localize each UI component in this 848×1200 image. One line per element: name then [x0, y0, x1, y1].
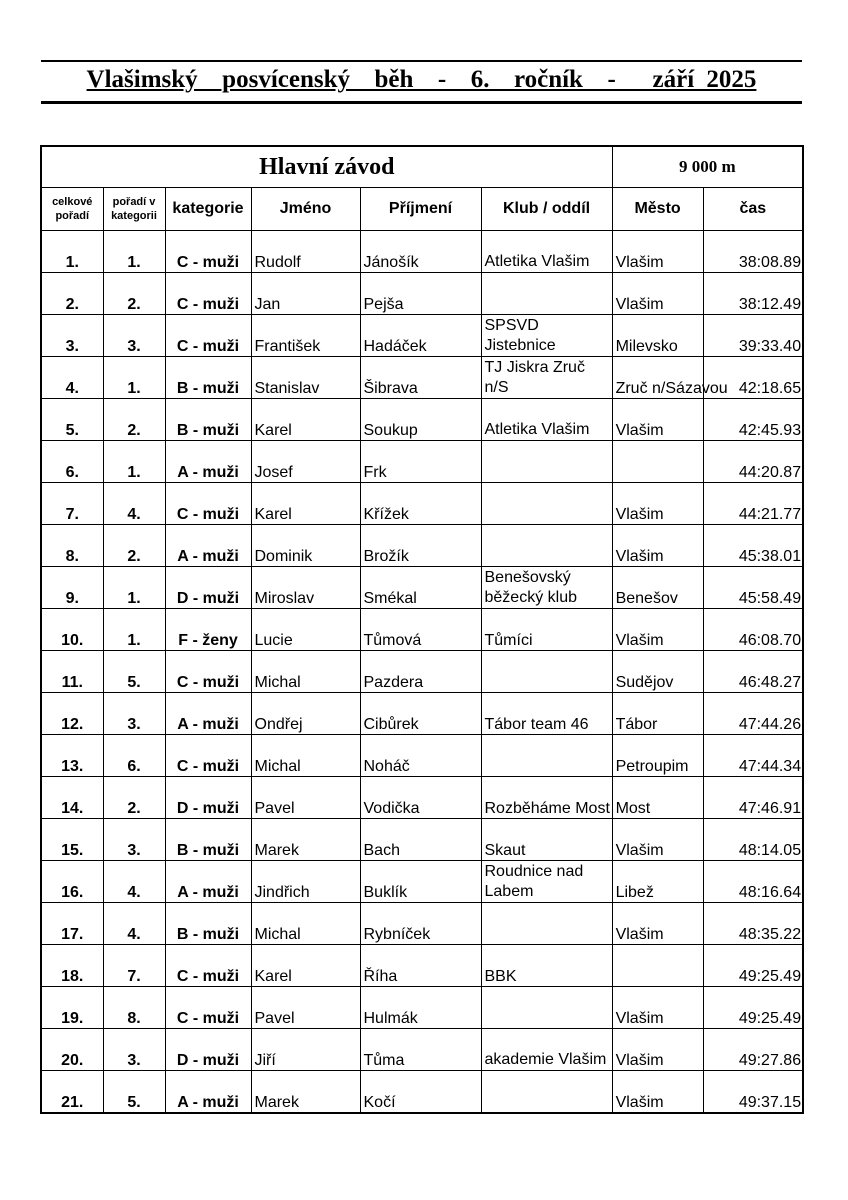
city-cell: Petroupim	[612, 735, 703, 777]
header-time: čas	[703, 188, 803, 231]
last-name-cell: Hadáček	[360, 315, 481, 357]
first-name-cell: Michal	[251, 651, 360, 693]
category-rank-cell: 5.	[103, 1071, 165, 1114]
category-rank-cell: 1.	[103, 441, 165, 483]
club-cell	[481, 273, 612, 315]
category-rank-cell: 7.	[103, 945, 165, 987]
header-category-rank: pořadí v kategorii	[103, 188, 165, 231]
overall-cell: 11.	[41, 651, 103, 693]
club-cell: Skaut	[481, 819, 612, 861]
category-rank-cell: 8.	[103, 987, 165, 1029]
first-name-cell: Jindřich	[251, 861, 360, 903]
time-cell: 49:25.49	[703, 987, 803, 1029]
header-category: kategorie	[165, 188, 251, 231]
table-row	[41, 483, 803, 525]
category-rank-cell: 4.	[103, 861, 165, 903]
table-row	[41, 357, 803, 399]
table-row	[41, 1029, 803, 1071]
header-club: Klub / oddíl	[481, 188, 612, 231]
overall-cell: 20.	[41, 1029, 103, 1071]
category-cell: A - muži	[165, 525, 251, 567]
page-title: Vlašimský posvícenský běh - 6. ročník - září 2025	[86, 66, 757, 93]
last-name-cell: Jánošík	[360, 231, 481, 273]
time-cell: 47:46.91	[703, 777, 803, 819]
overall-cell: 9.	[41, 567, 103, 609]
last-name-cell: Křížek	[360, 483, 481, 525]
city-cell: Tábor	[612, 693, 703, 735]
time-cell: 47:44.34	[703, 735, 803, 777]
category-cell: B - muži	[165, 819, 251, 861]
category-rank-cell: 1.	[103, 357, 165, 399]
header-overall: celkové pořadí	[41, 188, 103, 231]
last-name-cell: Pejša	[360, 273, 481, 315]
category-rank-cell: 2.	[103, 273, 165, 315]
category-rank-cell: 3.	[103, 819, 165, 861]
table-row	[41, 1071, 803, 1114]
first-name-cell: Michal	[251, 735, 360, 777]
last-name-cell: Frk	[360, 441, 481, 483]
table-row	[41, 651, 803, 693]
city-cell: Vlašim	[612, 483, 703, 525]
overall-cell: 8.	[41, 525, 103, 567]
category-rank-cell: 1.	[103, 609, 165, 651]
last-name-cell: Říha	[360, 945, 481, 987]
time-cell: 44:20.87	[703, 441, 803, 483]
category-rank-cell: 6.	[103, 735, 165, 777]
overall-cell: 19.	[41, 987, 103, 1029]
first-name-cell: Dominik	[251, 525, 360, 567]
first-name-cell: Ondřej	[251, 693, 360, 735]
first-name-cell: Pavel	[251, 987, 360, 1029]
city-cell: Benešov	[612, 567, 703, 609]
city-cell: Most	[612, 777, 703, 819]
overall-cell: 1.	[41, 231, 103, 273]
city-cell: Sudějov	[612, 651, 703, 693]
bottom-rule	[41, 101, 802, 104]
time-cell: 49:25.49	[703, 945, 803, 987]
club-cell: Rozběháme Most	[481, 777, 612, 819]
category-cell: C - muži	[165, 273, 251, 315]
last-name-cell: Tůma	[360, 1029, 481, 1071]
table-row	[41, 861, 803, 903]
first-name-cell: Jiří	[251, 1029, 360, 1071]
first-name-cell: Jan	[251, 273, 360, 315]
club-cell: Atletika Vlašim	[481, 399, 612, 441]
last-name-cell: Soukup	[360, 399, 481, 441]
table-row	[41, 399, 803, 441]
time-cell: 49:37.15	[703, 1071, 803, 1114]
overall-cell: 17.	[41, 903, 103, 945]
first-name-cell: Rudolf	[251, 231, 360, 273]
category-cell: C - muži	[165, 987, 251, 1029]
race-distance: 9 000 m	[612, 146, 803, 188]
table-row	[41, 609, 803, 651]
table-row	[41, 987, 803, 1029]
first-name-cell: František	[251, 315, 360, 357]
city-cell: Zruč n/Sázavou	[612, 357, 703, 399]
club-cell: TJ Jiskra Zruč n/S	[481, 357, 612, 399]
category-cell: D - muži	[165, 567, 251, 609]
club-cell	[481, 651, 612, 693]
table-row	[41, 441, 803, 483]
overall-cell: 2.	[41, 273, 103, 315]
category-cell: C - muži	[165, 735, 251, 777]
city-cell: Vlašim	[612, 819, 703, 861]
table-row	[41, 273, 803, 315]
first-name-cell: Josef	[251, 441, 360, 483]
category-cell: B - muži	[165, 903, 251, 945]
time-cell: 48:14.05	[703, 819, 803, 861]
table-row	[41, 777, 803, 819]
overall-cell: 14.	[41, 777, 103, 819]
category-cell: C - muži	[165, 945, 251, 987]
category-cell: A - muži	[165, 861, 251, 903]
last-name-cell: Hulmák	[360, 987, 481, 1029]
club-cell	[481, 903, 612, 945]
overall-cell: 5.	[41, 399, 103, 441]
category-rank-cell: 4.	[103, 483, 165, 525]
table-row	[41, 819, 803, 861]
club-cell	[481, 1071, 612, 1114]
last-name-cell: Cibůrek	[360, 693, 481, 735]
category-cell: B - muži	[165, 399, 251, 441]
category-cell: A - muži	[165, 1071, 251, 1114]
table-row	[41, 735, 803, 777]
time-cell: 49:27.86	[703, 1029, 803, 1071]
club-cell: Atletika Vlašim	[481, 231, 612, 273]
category-rank-cell: 5.	[103, 651, 165, 693]
category-rank-cell: 1.	[103, 567, 165, 609]
club-cell: SPSVD Jistebnice	[481, 315, 612, 357]
club-cell: Roudnice nad Labem	[481, 861, 612, 903]
time-cell: 45:58.49	[703, 567, 803, 609]
city-cell: Vlašim	[612, 399, 703, 441]
header-last-name: Příjmení	[360, 188, 481, 231]
city-cell: Vlašim	[612, 1071, 703, 1114]
city-cell	[612, 441, 703, 483]
city-cell: Vlašim	[612, 987, 703, 1029]
city-cell: Vlašim	[612, 273, 703, 315]
last-name-cell: Noháč	[360, 735, 481, 777]
city-cell: Vlašim	[612, 1029, 703, 1071]
column-header-row	[41, 188, 803, 231]
club-cell	[481, 441, 612, 483]
first-name-cell: Karel	[251, 483, 360, 525]
club-cell: akademie Vlašim	[481, 1029, 612, 1071]
table-row	[41, 525, 803, 567]
overall-cell: 10.	[41, 609, 103, 651]
club-cell	[481, 735, 612, 777]
first-name-cell: Karel	[251, 399, 360, 441]
club-cell: Tábor team 46	[481, 693, 612, 735]
overall-cell: 15.	[41, 819, 103, 861]
last-name-cell: Šibrava	[360, 357, 481, 399]
club-cell	[481, 483, 612, 525]
category-cell: D - muži	[165, 1029, 251, 1071]
category-rank-cell: 3.	[103, 693, 165, 735]
top-rule	[41, 60, 802, 62]
category-cell: C - muži	[165, 483, 251, 525]
category-rank-cell: 3.	[103, 1029, 165, 1071]
club-cell: BBK	[481, 945, 612, 987]
overall-cell: 7.	[41, 483, 103, 525]
header-city: Město	[612, 188, 703, 231]
first-name-cell: Miroslav	[251, 567, 360, 609]
overall-cell: 18.	[41, 945, 103, 987]
table-row	[41, 693, 803, 735]
time-cell: 45:38.01	[703, 525, 803, 567]
last-name-cell: Buklík	[360, 861, 481, 903]
club-cell: Tůmíci	[481, 609, 612, 651]
last-name-cell: Pazdera	[360, 651, 481, 693]
table-row	[41, 945, 803, 987]
city-cell: Milevsko	[612, 315, 703, 357]
table-row	[41, 903, 803, 945]
time-cell: 47:44.26	[703, 693, 803, 735]
first-name-cell: Pavel	[251, 777, 360, 819]
category-cell: C - muži	[165, 651, 251, 693]
club-cell	[481, 525, 612, 567]
category-rank-cell: 2.	[103, 525, 165, 567]
overall-cell: 21.	[41, 1071, 103, 1114]
header-first-name: Jméno	[251, 188, 360, 231]
overall-cell: 6.	[41, 441, 103, 483]
category-rank-cell: 4.	[103, 903, 165, 945]
time-cell: 42:45.93	[703, 399, 803, 441]
first-name-cell: Marek	[251, 819, 360, 861]
race-name: Hlavní závod	[41, 146, 612, 188]
first-name-cell: Lucie	[251, 609, 360, 651]
overall-cell: 4.	[41, 357, 103, 399]
city-cell: Vlašim	[612, 609, 703, 651]
category-rank-cell: 2.	[103, 399, 165, 441]
table-row	[41, 315, 803, 357]
time-cell: 48:35.22	[703, 903, 803, 945]
city-cell: Libež	[612, 861, 703, 903]
last-name-cell: Smékal	[360, 567, 481, 609]
last-name-cell: Brožík	[360, 525, 481, 567]
first-name-cell: Marek	[251, 1071, 360, 1114]
category-rank-cell: 1.	[103, 231, 165, 273]
last-name-cell: Tůmová	[360, 609, 481, 651]
city-cell: Vlašim	[612, 231, 703, 273]
last-name-cell: Vodička	[360, 777, 481, 819]
category-cell: A - muži	[165, 693, 251, 735]
last-name-cell: Rybníček	[360, 903, 481, 945]
overall-cell: 3.	[41, 315, 103, 357]
time-cell: 46:08.70	[703, 609, 803, 651]
category-cell: C - muži	[165, 315, 251, 357]
table-row	[41, 567, 803, 609]
first-name-cell: Stanislav	[251, 357, 360, 399]
last-name-cell: Kočí	[360, 1071, 481, 1114]
time-cell: 38:08.89	[703, 231, 803, 273]
club-cell	[481, 987, 612, 1029]
results-table	[40, 145, 804, 1114]
club-cell: Benešovský běžecký klub	[481, 567, 612, 609]
first-name-cell: Karel	[251, 945, 360, 987]
city-cell	[612, 945, 703, 987]
overall-cell: 16.	[41, 861, 103, 903]
time-cell: 39:33.40	[703, 315, 803, 357]
overall-cell: 12.	[41, 693, 103, 735]
category-cell: F - ženy	[165, 609, 251, 651]
category-rank-cell: 3.	[103, 315, 165, 357]
race-header-row	[41, 146, 803, 188]
time-cell: 46:48.27	[703, 651, 803, 693]
overall-cell: 13.	[41, 735, 103, 777]
category-cell: A - muži	[165, 441, 251, 483]
category-rank-cell: 2.	[103, 777, 165, 819]
city-cell: Vlašim	[612, 903, 703, 945]
first-name-cell: Michal	[251, 903, 360, 945]
time-cell: 38:12.49	[703, 273, 803, 315]
category-cell: C - muži	[165, 231, 251, 273]
city-cell: Vlašim	[612, 525, 703, 567]
table-row	[41, 231, 803, 273]
category-cell: B - muži	[165, 357, 251, 399]
time-cell: 42:18.65	[703, 357, 803, 399]
time-cell: 44:21.77	[703, 483, 803, 525]
last-name-cell: Bach	[360, 819, 481, 861]
time-cell: 48:16.64	[703, 861, 803, 903]
category-cell: D - muži	[165, 777, 251, 819]
